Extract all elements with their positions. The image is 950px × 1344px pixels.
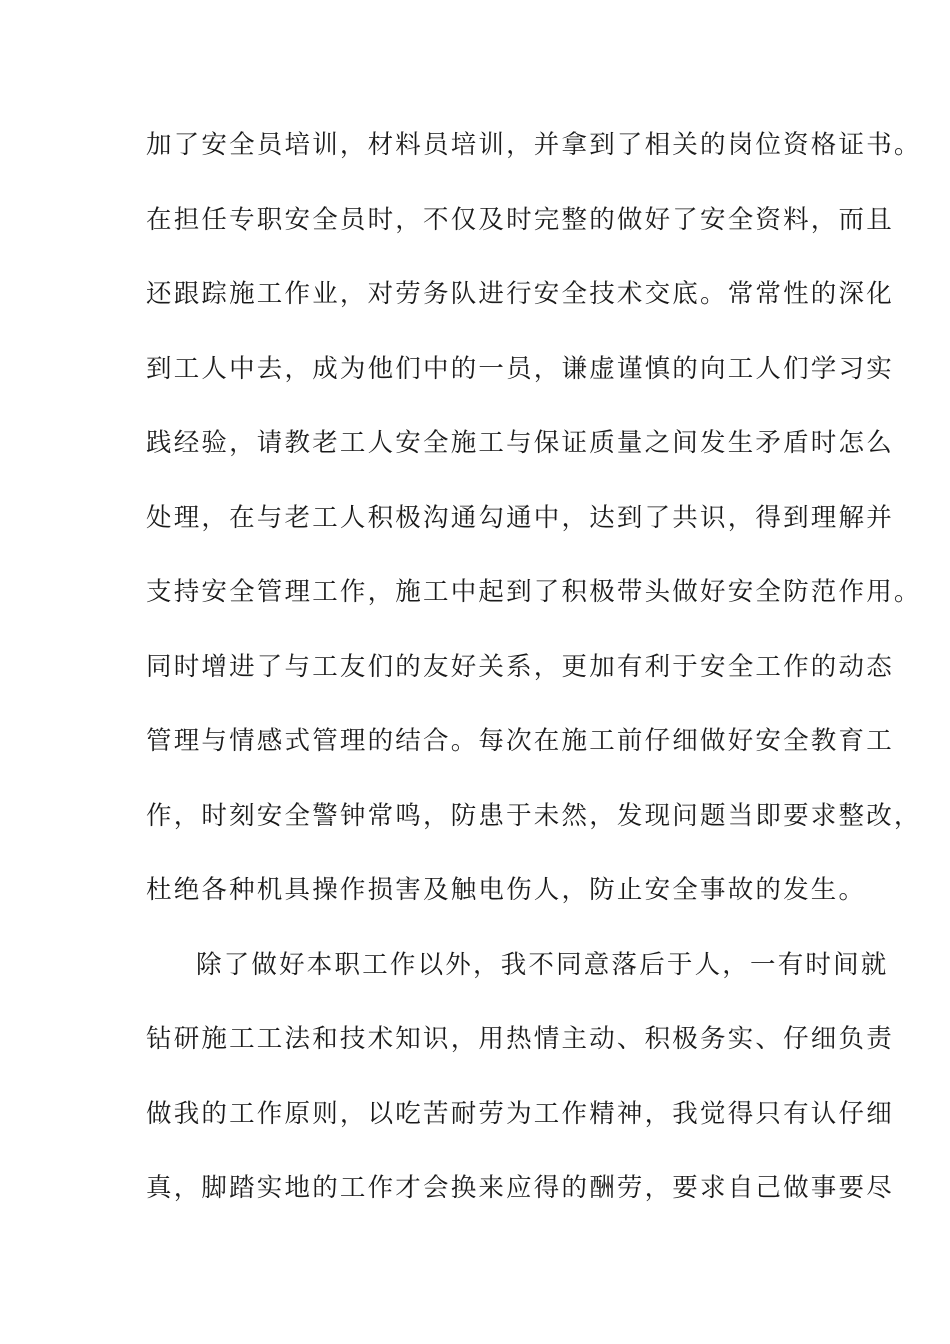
- text-line: 做我的工作原则，以吃苦耐劳为工作精神，我觉得只有认仔细: [146, 1098, 894, 1129]
- body-text: [146, 130, 922, 1248]
- text-line: 还跟踪施工作业，对劳务队进行安全技术交底。常常性的深化: [146, 279, 894, 309]
- text-line: 加了安全员培训，材料员培训，并拿到了相关的岗位资格证书。: [146, 130, 922, 160]
- text-line: 在担任专职安全员时，不仅及时完整的做好了安全资料，而且: [146, 204, 894, 235]
- text-line: 真，脚踏实地的工作才会换来应得的酬劳，要求自己做事要尽: [146, 1173, 894, 1203]
- text-line: 处理，在与老工人积极沟通勾通中，达到了共识，得到理解并: [146, 502, 894, 533]
- text-line: 作，时刻安全警钟常鸣，防患于未然，发现问题当即要求整改，: [146, 800, 922, 831]
- text-line: 杜绝各种机具操作损害及触电伤人，防止安全事故的发生。: [146, 875, 867, 905]
- text-line: 管理与情感式管理的结合。每次在施工前仔细做好安全教育工: [146, 726, 894, 756]
- text-line: 践经验，请教老工人安全施工与保证质量之间发生矛盾时怎么: [146, 428, 894, 458]
- text-line: 同时增进了与工友们的友好关系，更加有利于安全工作的动态: [146, 651, 894, 682]
- text-line: 到工人中去，成为他们中的一员，谦虚谨慎的向工人们学习实: [146, 353, 894, 384]
- text-line: 钻研施工工法和技术知识，用热情主动、积极务实、仔细负责: [146, 1024, 894, 1054]
- paragraph-start-line: 除了做好本职工作以外，我不同意落后于人，一有时间就: [196, 949, 889, 980]
- text-line: 支持安全管理工作，施工中起到了积极带头做好安全防范作用。: [146, 577, 922, 607]
